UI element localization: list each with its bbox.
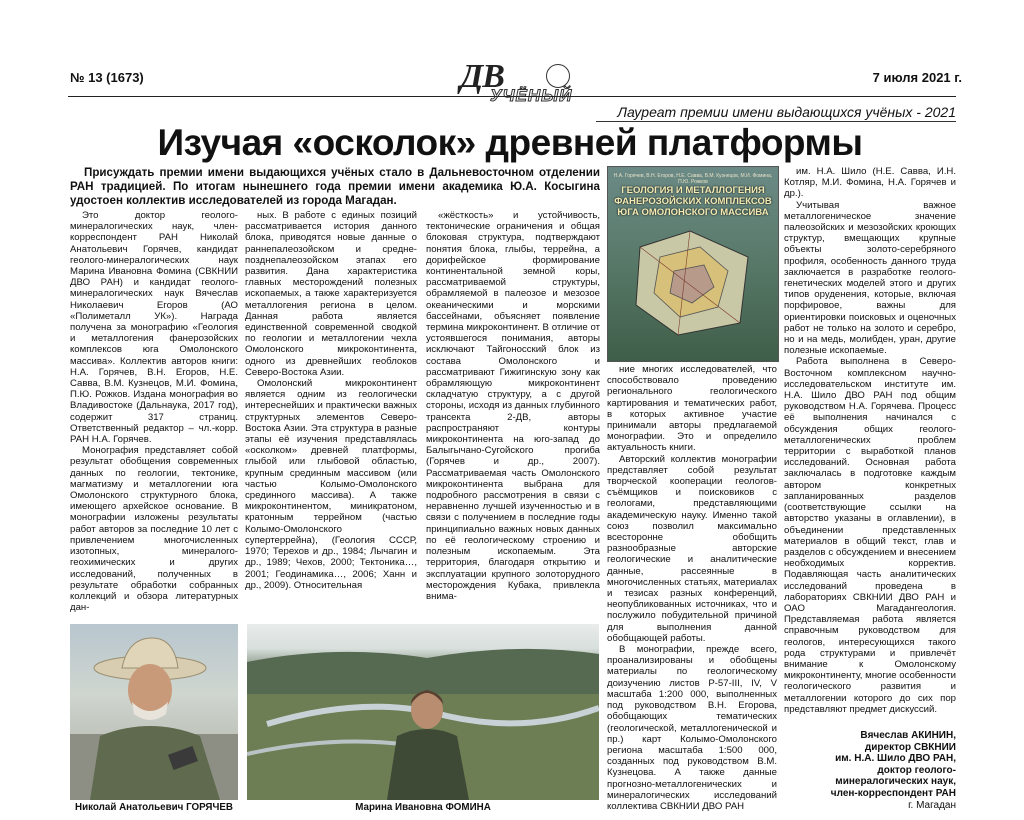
paragraph: Это доктор геолого-минералогических наук, член-корреспондент РАН Николай Анатольевич Горячев, кандидат геолого-минералогических наук Марина Ивановна Фомина (СВКНИИ ДВО РАН) и кандидат геолого-минералогических наук Вячеслав Николаевич Егоров (АО «Полиметалл УК»). Награда получена за монографию «Геология и металлогения фанерозойских комплексов юга Омолонского массива». Коллектив авторов книги: Н.А. Горячев, В.Н. Егоров, Н.Е. Савва, В.М. Кузнецов, М.И. Фомина, П.Ю. Рожков. Издана монография во Владивостоке (Дальнаука, 2017 год), содержит 317 страниц. Ответственный редактор – чл.-корр. РАН Н.А. Горячев.	[70, 210, 238, 446]
signature-line: доктор геолого-	[877, 764, 956, 776]
signature-line: директор СВКНИИ	[864, 741, 956, 753]
paragraph: ных. В работе с единых позиций рассматривается история данного блока, приводятся новые данные о раннепалеозойском и средне-позднепалеозойском этапах его развития. Дана характеристика главных месторождений полезных ископаемых, а также характеризуется металлогения региона в целом. Данная работа является единственной современной сводкой по геологии и металлогении чехла Омолонского микроконтинента, одного из древнейших геоблоков Северо-Востока Азии.	[245, 210, 417, 378]
photo-caption-2: Марина Ивановна ФОМИНА	[355, 802, 491, 813]
rubric: Лауреат премии имени выдающихся учёных - 2021	[617, 104, 956, 120]
paragraph: «жёсткость» и устойчивость, тектонические ограничения и общая блоковая структура, подтверждают понятия блока, глыбы, террейна, а дорифейское формирование континентальной земной коры, рассматриваемой структуры, обрамляемой в палеозое и мезозое океаническими и морскими бассейнами, объясняет появление термина микроконтинент. В отличие от устоявшегося понимания, авторы исключают Тайгоносский блок из состава Омолонского и рассматривают Гижигинскую зону как обрамляющую микроконтинент складчатую структуру, а с другой стороны, исходя из данных глубинного трансекта 2-ДВ, авторы распространяют контуры микроконтинента на юго-запад до Балыгычано-Сугойского прогиба (Горячев и др., 2007). Рассматриваемая часть Омолонского микроконтинента выбрана для подробного рассмотрения в связи с неравненно лучшей изученностью и в связи с получением в последние годы принципиально важных новых данных по её геологическому строению и полезным ископаемым. Эта территория, благодаря открытию и эксплуатации крупного золоторудного месторождения Кубака, привлекла внима-	[426, 210, 600, 602]
portrait-photo-goryachev	[70, 624, 238, 800]
headline: Изучая «осколок» древней платформы	[157, 122, 863, 163]
newspaper-logo	[460, 58, 584, 108]
paragraph: Монография представляет собой результат обобщения современных данных по геологии, тектонике, магматизму и металлогении юга Омолонского структурного блока, имеющего архейское основание. В монографии изложены результаты работ авторов за последние 10 лет с привлечением многочисленных изотопных, минералого-геохимических и других исследований, полученных в результате обработки собранных коллекций и обзора литературных дан-	[70, 445, 238, 614]
paragraph: В монографии, прежде всего, проанализированы и обобщены материалы по геологическому доизучению листов Р-57-III, IV, V масштаба 1:200 000, выполненных под руководством В.Н. Егорова, обобщающих тематических (геологической, металлогенической и пр.) карт Колымо-Омолонского региона масштаба 1:500 000, созданных под руководством В.М. Кузнецова. А также данные прогнозно-металлогенических и минералогических исследований коллектива СВКНИИ ДВО РАН	[607, 644, 777, 812]
landscape-photo-fomina	[247, 624, 599, 800]
article-column-1	[70, 210, 238, 622]
author-signature	[784, 730, 956, 811]
paragraph: Омолонский микроконтинент является одним из геологически интереснейших и практически важных структурных элементов Северо-Востока Азии. Эта структура в разные этапы её изучения представлялась «осколком» древней платформы, глыбой или глыбовой областью, крупным срединным массивом (или частью Колымо-Омолонского срединного массива). А также микроконтинентом, миникратоном, кратонным террейном (частью Колымо-Омолонского супертеррейна), (Геология СССР, 1970; Терехов и др., 1984; Лычагин и др., 1989; Чехов, 2000; Тектоника…, 2001; Геодинамика…, 2006; Ханн и др., 2009). Относительная	[245, 378, 417, 591]
paragraph: Авторский коллектив монографии представляет собой результат творческой кооперации геологов-съёмщиков и поисковиков с геологами, представляющими академическую науку. Именно такой союз позволил максимально всесторонне обобщить разнообразные авторские геологические и аналитические данные, рассеянные в многочисленных статьях, материалах и тезисах разных конференций, неопубликованных источниках, что и послужило побудительной причиной для выполнения данной обобщающей работы.	[607, 453, 777, 644]
logo-sub: УЧЁНЫЙ	[490, 86, 573, 105]
article-column-4	[607, 364, 777, 812]
seal-icon	[546, 64, 570, 88]
book-cover-image	[607, 166, 779, 362]
woman-in-landscape-icon	[247, 624, 599, 800]
book-title: ГЕОЛОГИЯ И МЕТАЛЛОГЕНИЯ ФАНЕРОЗОЙСКИХ КОМПЛЕКСОВ ЮГА ОМОЛОНСКОГО МАССИВА	[614, 185, 772, 218]
paragraph: Работа выполнена в Северо-Восточном комплексном научно-исследовательском институте им. Н.А. Шило ДВО РАН под общим руководством Н.А. Горячева. Процесс её выполнения начинался с обсуждения общих геолого-металлогенических проблем территории с выработкой планов исследований. Основная работа заключалась в подготовке каждым автором конкретных запланированных разделов (соответствующие ссылки на авторство указаны в оглавлении), в объединении представленных материалов в общий текст, глав и разделов с обсуждением и внесением необходимых корректив. Подавляющая часть аналитических исследований проведена в лабораториях СВКНИИ ДВО РАН и ОАО Магадангеология. Представляемая работа является справочным руководством для геологов, интересующихся такого рода структурами и привлечёт внимание к Омолонскому микроконтиненту, многие особенности геологического развития и металлогении которого до сих пор представляют предмет дискуссий.	[784, 356, 956, 715]
article-column-3	[426, 210, 600, 622]
paragraph: Учитывая важное металлогеническое значение палеозойских и мезозойских кроющих структур, вмещающих крупные объекты золото-серебряного профиля, особенность данного труда заключается в разработке геолого-генетических моделей этого и других типов оруденения, которые, включая порфировое, важны для ориентировки поисковых и оценочных работ не только на золото и серебро, но и на медь, молибден, уран, другие полезные ископаемые.	[784, 199, 956, 357]
paragraph: им. Н.А. Шило (Н.Е. Савва, И.Н. Котляр, М.И. Фомина, Н.А. Горячев и др.).	[784, 166, 956, 200]
paragraph: ние многих исследователей, что способствовало проведению регионального геологического картирования и тематических работ, в которых активное участие принимали авторы предлагаемой монографии. Это и определило актуальность книги.	[607, 364, 777, 454]
article-column-5	[784, 166, 956, 728]
book-authors: Н.А. Горячев, В.Н. Егоров, Н.Е. Савва, В.М. Кузнецов, М.И. Фомина, П.Ю. Рожков	[613, 173, 773, 185]
masthead-divider	[68, 96, 956, 97]
lead-paragraph: Присуждать премии имени выдающихся учёных стало в Дальневосточном отделении РАН традицией. По итогам нынешнего года премии имени академика Ю.А. Косыгина удостоен коллектив исследователей из города Магадан.	[70, 166, 600, 207]
signature-city: г. Магадан	[908, 799, 956, 811]
issue-date: 7 июля 2021 г.	[872, 70, 962, 85]
signature-name: Вячеслав АКИНИН,	[860, 730, 956, 741]
photo-caption-1: Николай Анатольевич ГОРЯЧЕВ	[75, 802, 233, 813]
geological-map-icon	[630, 227, 756, 339]
man-portrait-icon	[70, 624, 238, 800]
logo-main: ДВ	[460, 58, 504, 95]
article-column-2	[245, 210, 417, 622]
signature-line: им. Н.А. Шило ДВО РАН,	[835, 753, 956, 765]
signature-line: минералогических наук,	[835, 776, 956, 788]
signature-line: член-корреспондент РАН	[830, 787, 956, 799]
issue-number: № 13 (1673)	[70, 70, 144, 85]
